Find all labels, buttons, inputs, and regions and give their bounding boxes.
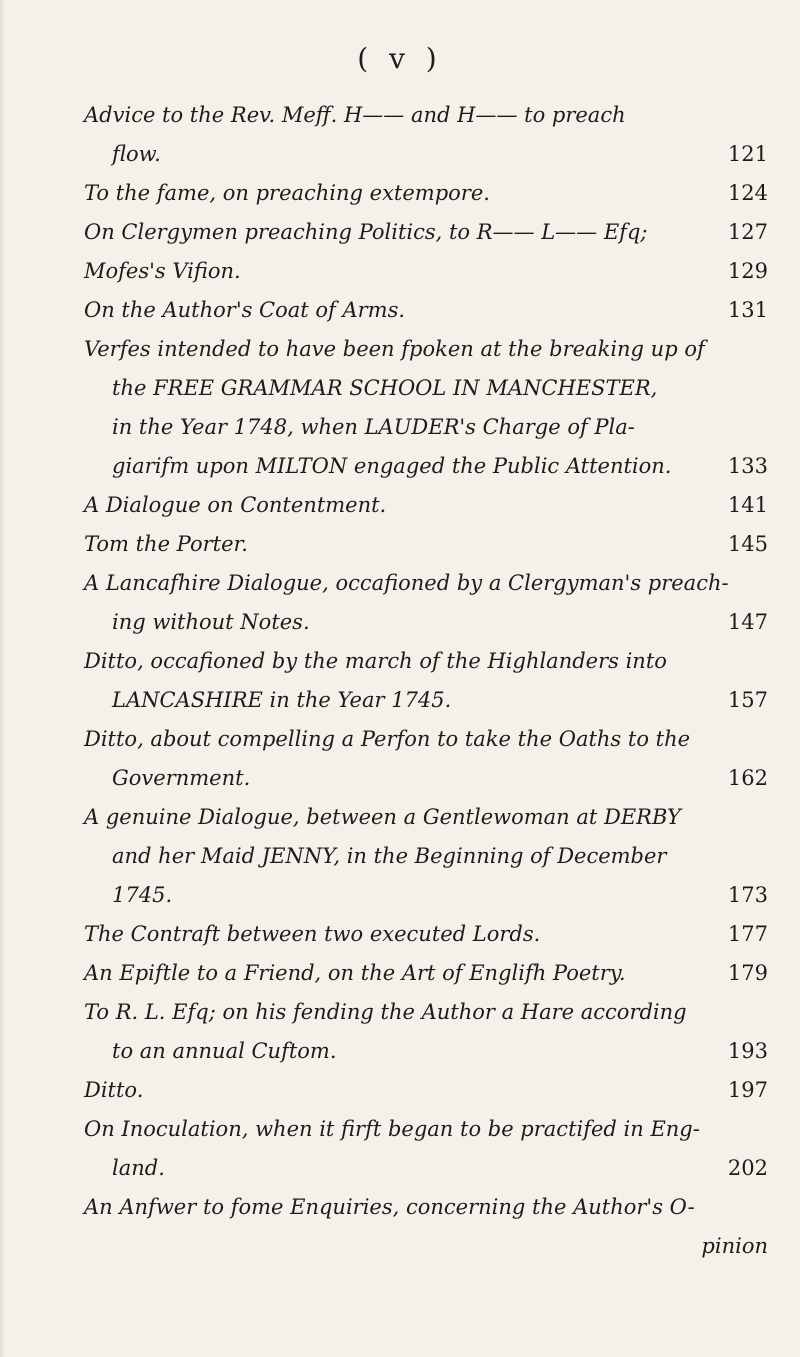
toc-entry-text: The Contraft between two executed Lords.: [84, 922, 541, 946]
toc-entry-text: To the fame, on preaching extempore.: [84, 181, 490, 205]
toc-entry-text: to an annual Cuftom.: [112, 1039, 337, 1063]
toc-entry-text: Advice to the Rev. Meff. H—— and H—— to preach: [84, 103, 626, 127]
toc-entry-title: [84, 720, 768, 759]
toc-entry-continuation: [84, 1032, 768, 1071]
toc-entry-continuation: [84, 369, 768, 408]
toc-page-number: 121: [727, 142, 768, 166]
toc-entry-continuation: [84, 876, 768, 915]
toc-page-number: 133: [727, 454, 768, 478]
toc-page-number: 157: [727, 688, 768, 712]
toc-entry-continuation: [84, 408, 768, 447]
toc-entry-text: in the Year 1748, when LAUDER's Charge of Pla-: [112, 415, 635, 439]
toc-entry-text: A Dialogue on Contentment.: [84, 493, 387, 517]
toc-page-number: 179: [727, 961, 768, 985]
toc-entry-title: [84, 915, 768, 954]
toc-entry-text: A genuine Dialogue, between a Gentlewoman at DERBY: [84, 805, 681, 829]
toc-entry-title: [84, 330, 768, 369]
toc-entry-text: Ditto.: [84, 1078, 144, 1102]
toc-page-number: 129: [727, 259, 768, 283]
toc-entry-title: [84, 252, 768, 291]
toc-entry-continuation: [84, 759, 768, 798]
toc-page-number: 145: [727, 532, 768, 556]
toc-entry-title: [84, 96, 768, 135]
catchword: pinion: [701, 1234, 768, 1258]
toc-entry-text: giarifm upon MILTON engaged the Public Attention.: [112, 454, 672, 478]
toc-page-number: 124: [727, 181, 768, 205]
toc-page-number: 141: [727, 493, 768, 517]
toc-entry-text: Mofes's Vifion.: [84, 259, 241, 283]
toc-entry-text: flow.: [112, 142, 161, 166]
toc-entry-text: On the Author's Coat of Arms.: [84, 298, 406, 322]
toc-page-number: 193: [727, 1039, 768, 1063]
toc-page-number: 197: [727, 1078, 768, 1102]
toc-entry-continuation: [84, 447, 768, 486]
toc-entry-title: [84, 174, 768, 213]
toc-entry-text: Tom the Porter.: [84, 532, 248, 556]
toc-entry-text: On Clergymen preaching Politics, to R—— L—— Efq;: [84, 220, 648, 244]
toc-entry-text: Ditto, occafioned by the march of the Highlanders into: [84, 649, 667, 673]
toc-entry-continuation: [84, 135, 768, 174]
toc-entry-text: LANCASHIRE in the Year 1745.: [112, 688, 452, 712]
toc-entry-title: [84, 798, 768, 837]
toc-page-number: 127: [727, 220, 768, 244]
toc-entry-title: [84, 213, 768, 252]
toc-entry-text: On Inoculation, when it firft began to be practifed in Eng-: [84, 1117, 700, 1141]
toc-entry-text: To R. L. Efq; on his fending the Author a Hare according: [84, 1000, 687, 1024]
toc-page-number: 147: [727, 610, 768, 634]
toc-entry-text: Verfes intended to have been fpoken at the breaking up of: [84, 337, 705, 361]
toc-entry-title: [84, 954, 768, 993]
toc-page-number: 173: [727, 883, 768, 907]
toc-page-number: 131: [727, 298, 768, 322]
toc-page-number: 202: [727, 1156, 768, 1180]
toc-entry-title: [84, 1071, 768, 1110]
toc-entry-title: [84, 564, 768, 603]
toc-entry-title: [84, 525, 768, 564]
toc-entry-text: An Anfwer to fome Enquiries, concerning the Author's O-: [84, 1195, 695, 1219]
page-edge-shadow: [0, 0, 6, 1357]
toc-page-number: 162: [727, 766, 768, 790]
toc-entry-title: [84, 486, 768, 525]
table-of-contents: [84, 96, 768, 1266]
toc-entry-title: [84, 1188, 768, 1227]
toc-entry-text: Government.: [112, 766, 251, 790]
toc-entry-continuation: [84, 681, 768, 720]
toc-entry-continuation: [84, 837, 768, 876]
toc-page-number: 177: [727, 922, 768, 946]
toc-entry-text: Ditto, about compelling a Perfon to take the Oaths to the: [84, 727, 691, 751]
toc-entry-title: [84, 993, 768, 1032]
toc-entry-text: and her Maid JENNY, in the Beginning of December: [112, 844, 667, 868]
toc-entry-title: [84, 291, 768, 330]
toc-entry-continuation: [84, 603, 768, 642]
toc-entry-text: ing without Notes.: [112, 610, 310, 634]
toc-entry-text: A Lancafhire Dialogue, occafioned by a Clergyman's preach-: [84, 571, 729, 595]
toc-entry-text: 1745.: [112, 883, 173, 907]
page-number: ( v ): [357, 42, 443, 75]
toc-entry-text: land.: [112, 1156, 165, 1180]
toc-entry-text: the FREE GRAMMAR SCHOOL IN MANCHESTER,: [112, 376, 658, 400]
toc-entry-title: [84, 1110, 768, 1149]
toc-entry-continuation: [84, 1149, 768, 1188]
toc-entry-title: [84, 642, 768, 681]
toc-entry-text: An Epiftle to a Friend, on the Art of Englifh Poetry.: [84, 961, 626, 985]
